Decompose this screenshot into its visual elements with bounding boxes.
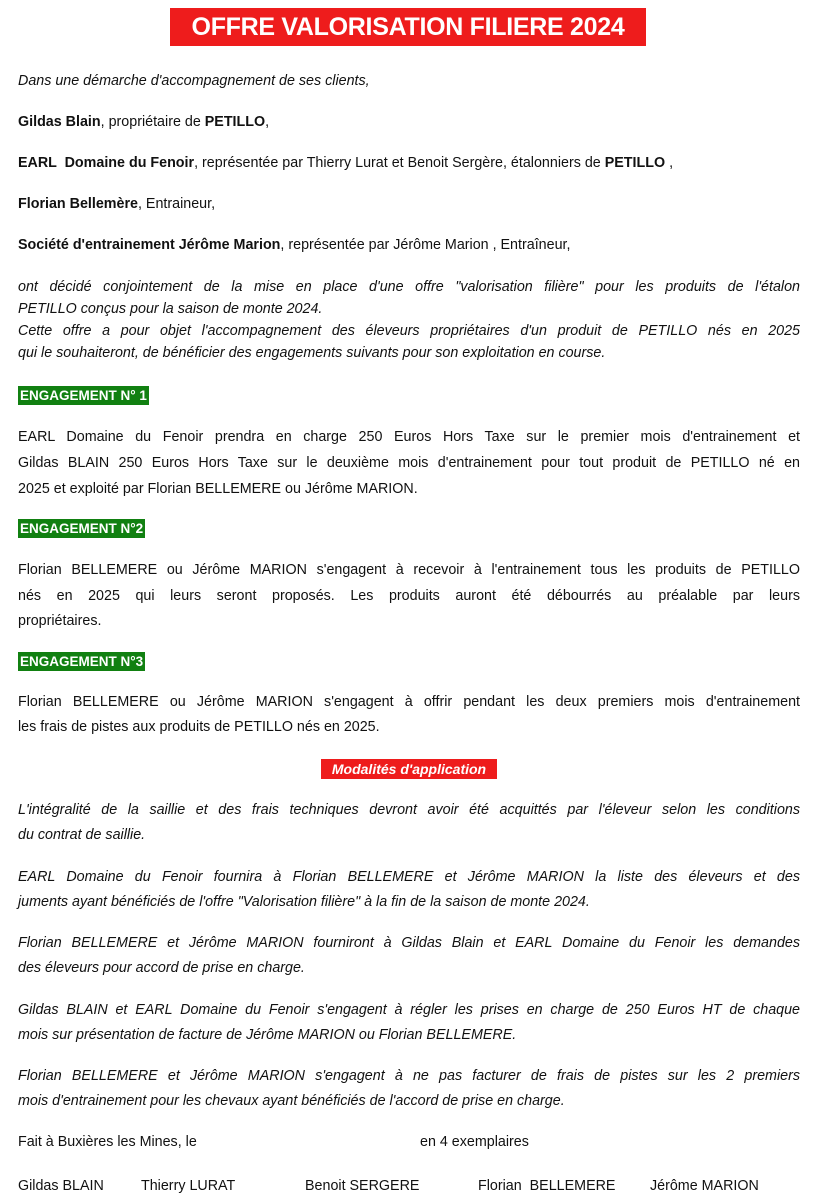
party-gildas: Gildas Blain, propriétaire de PETILLO, [18,114,270,130]
modalite-line: mois sur présentation de facture de Jérôme MARION ou Florian BELLEMERE. [18,1027,517,1043]
engagement-3-line: les frais de pistes aux produits de PETILLO nés en 2025. [18,719,380,735]
modalite-line: Gildas BLAIN et EARL Domaine du Fenoir s'engagent à régler les prises en charge de 250 Euros HT de chaque [18,1002,800,1018]
decision-line: Cette offre a pour objet l'accompagnement des éleveurs propriétaires d'un produit de PETILLO nés en 2025 [18,323,800,339]
intro-text: Dans une démarche d'accompagnement de ses clients, [18,73,370,89]
signatory: Florian BELLEMERE [478,1178,616,1194]
decision-line: qui le souhaiteront, de bénéficier des engagements suivants pour son exploitation en course. [18,345,606,361]
decision-line: PETILLO conçus pour la saison de monte 2024. [18,301,323,317]
engagement-1-line: 2025 et exploité par Florian BELLEMERE ou Jérôme MARION. [18,481,418,497]
modalite-line: Florian BELLEMERE et Jérôme MARION fourniront à Gildas Blain et EARL Domaine du Fenoir les demandes [18,935,800,951]
engagement-1-label: ENGAGEMENT N° 1 [20,388,147,403]
modalite-line: juments ayant bénéficiés de l'offre "Valorisation filière" à la fin de la saison de monte 2024. [18,894,590,910]
footer-copies: en 4 exemplaires [420,1134,529,1150]
engagement-2-label: ENGAGEMENT N°2 [20,521,144,536]
signatory: Jérôme MARION [650,1178,759,1194]
footer-place: Fait à Buxières les Mines, le [18,1134,197,1150]
modalite-line: du contrat de saillie. [18,827,146,843]
modalite-line: EARL Domaine du Fenoir fournira à Florian BELLEMERE et Jérôme MARION la liste des éleveurs et des [18,869,800,885]
party-earl: EARL Domaine du Fenoir, représentée par Thierry Lurat et Benoit Sergère, étalonniers de PETILLO , [18,155,674,171]
engagement-1-line: EARL Domaine du Fenoir prendra en charge 250 Euros Hors Taxe sur le premier mois d'entrainement et [18,429,800,445]
modalite-line: mois d'entrainement pour les chevaux ayant bénéficiés de l'accord de prise en charge. [18,1093,565,1109]
engagement-2-line: nés en 2025 qui leurs seront proposés. Les produits auront été débourrés au préalable par leurs [18,588,800,604]
decision-line: ont décidé conjointement de la mise en place d'une offre "valorisation filière" pour les produits de l'étalon [18,279,800,295]
modalite-line: Florian BELLEMERE et Jérôme MARION s'engagent à ne pas facturer de frais de pistes sur les 2 premiers [18,1068,800,1084]
engagement-2-line: propriétaires. [18,613,102,629]
engagement-3-label: ENGAGEMENT N°3 [20,654,144,669]
modalite-line: des éleveurs pour accord de prise en charge. [18,960,305,976]
party-florian: Florian Bellemère, Entraineur, [18,196,216,212]
signatory: Gildas BLAIN [18,1178,104,1194]
signatory: Benoit SERGERE [305,1178,420,1194]
engagement-2-line: Florian BELLEMERE ou Jérôme MARION s'engagent à recevoir à l'entrainement tous les produits de PETILLO [18,562,800,578]
engagement-1-line: Gildas BLAIN 250 Euros Hors Taxe sur le deuxième mois d'entrainement pour tout produit de PETILLO né en [18,455,800,471]
party-societe: Société d'entrainement Jérôme Marion, représentée par Jérôme Marion , Entraîneur, [18,237,571,253]
modalite-line: L'intégralité de la saillie et des frais techniques devront avoir été acquittés par l'éleveur selon les conditions [18,802,800,818]
signatory: Thierry LURAT [141,1178,236,1194]
document-title: OFFRE VALORISATION FILIERE 2024 [170,8,646,46]
modalites-heading: Modalités d'application [321,759,497,779]
engagement-3-line: Florian BELLEMERE ou Jérôme MARION s'engagent à offrir pendant les deux premiers mois d'entrainement [18,694,800,710]
